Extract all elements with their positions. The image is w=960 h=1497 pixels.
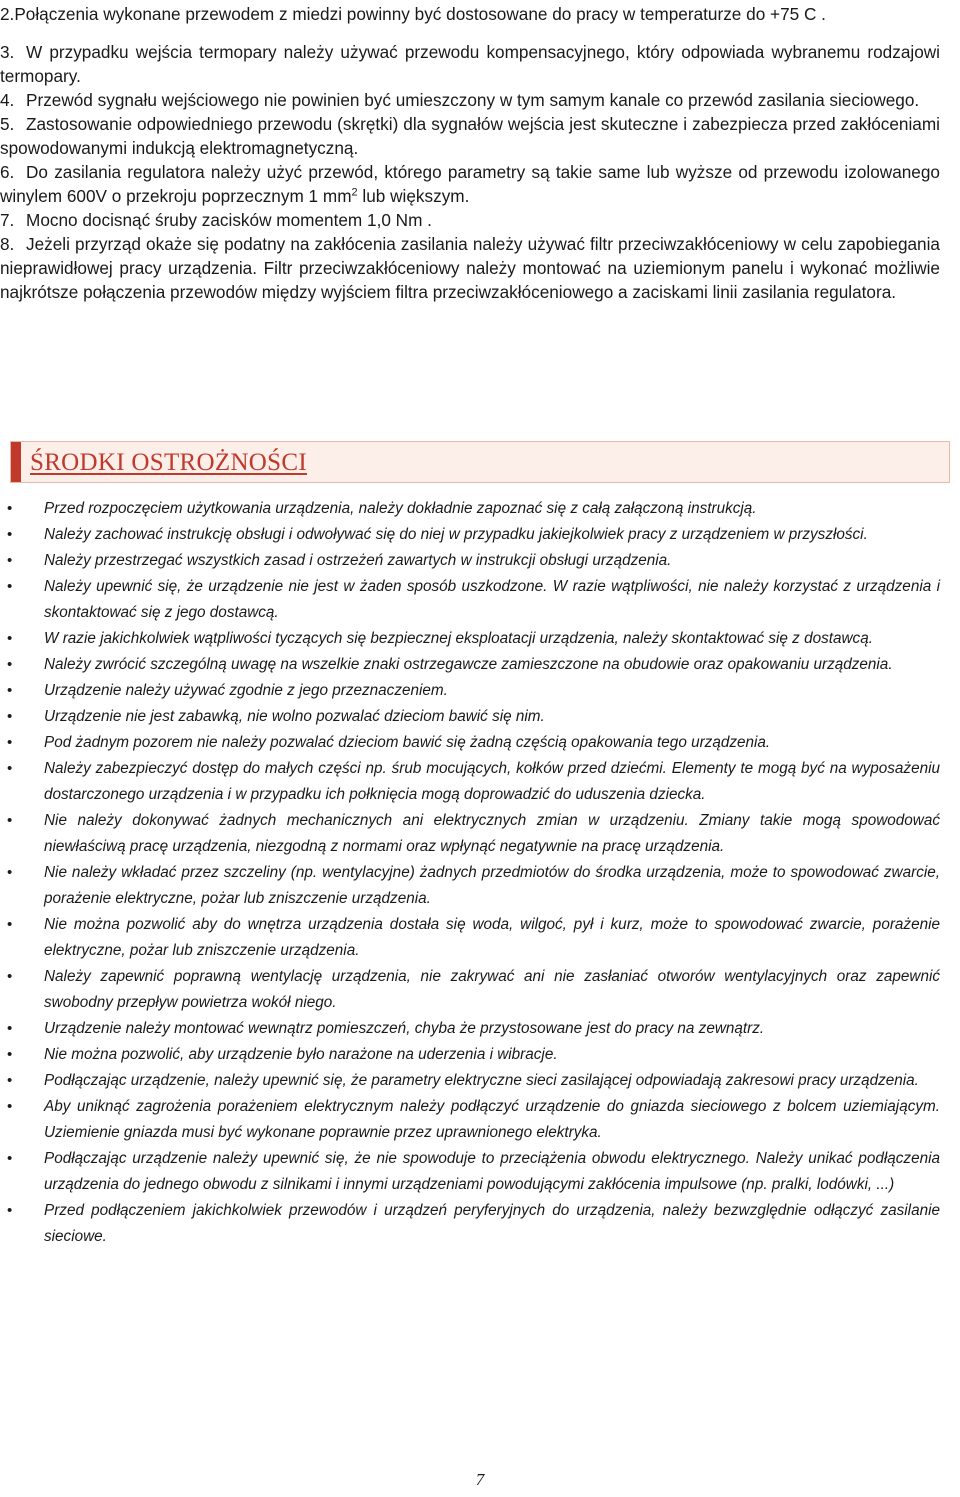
list-item: • Należy przestrzegać wszystkich zasad i ostrzeżeń zawartych w instrukcji obsługi urządzenia. xyxy=(44,548,940,574)
list-item: • Pod żadnym pozorem nie należy pozwalać dzieciom bawić się żadną częścią opakowania tego urządzenia. xyxy=(44,730,940,756)
instruction-item xyxy=(0,232,940,304)
list-item: • Urządzenie nie jest zabawką, nie wolno pozwalać dzieciom bawić się nim. xyxy=(44,704,940,730)
list-item: • W razie jakichkolwiek wątpliwości tyczących się bezpiecznej eksploatacji urządzenia, należy skontaktować się z dostawcą. xyxy=(44,626,940,652)
instruction-item xyxy=(0,112,940,160)
instruction-item xyxy=(0,2,940,26)
list-item: • Nie można pozwolić, aby urządzenie było narażone na uderzenia i wibracje. xyxy=(44,1042,940,1068)
list-item: • Przed podłączeniem jakichkolwiek przewodów i urządzeń peryferyjnych do urządzenia, należy bezwzględnie odłączyć zasilanie sieciowe. xyxy=(44,1198,940,1250)
instruction-item xyxy=(0,208,940,232)
bullet-icon: • xyxy=(7,578,13,595)
list-item: • Należy zapewnić poprawną wentylację urządzenia, nie zakrywać ani nie zasłaniać otworów wentylacyjnych oraz zapewnić swobodny przepływ powietrza wokół niego. xyxy=(44,964,940,1016)
bullet-icon: • xyxy=(7,864,13,881)
instruction-text: 4. Przewód sygnału wejściowego nie powinien być umieszczony w tym samym kanale co przewód zasilania sieciowego. xyxy=(0,90,920,110)
bullet-icon: • xyxy=(7,734,13,751)
bullet-icon: • xyxy=(7,1150,13,1167)
list-item: • Nie można pozwolić aby do wnętrza urządzenia dostała się woda, wilgoć, pył i kurz, może to spowodować zwarcie, porażenie elektryczne, pożar lub zniszczenie urządzenia. xyxy=(44,912,940,964)
list-item: • Urządzenie należy montować wewnątrz pomieszczeń, chyba że przystosowane jest do pracy na zewnątrz. xyxy=(44,1016,940,1042)
instruction-number: 6. xyxy=(0,162,15,182)
list-item: • Należy zabezpieczyć dostęp do małych części np. śrub mocujących, kołków przed dziećmi. Elementy te mogą być na wyposażeniu dostarczonego urządzenia i w przypadku ich połknięcia mogą doprowadzić do uduszenia dziecka. xyxy=(44,756,940,808)
instruction-text: 7. Mocno docisnąć śruby zacisków momentem 1,0 Nm . xyxy=(0,210,432,230)
list-item: • Nie należy dokonywać żadnych mechanicznych ani elektrycznych zmian w urządzeniu. Zmiany takie mogą spowodować niewłaściwą pracę urządzenia, niezgodną z normami oraz wpłynąć negatywnie na pracę urządzenia. xyxy=(44,808,940,860)
list-item: • Podłączając urządzenie, należy upewnić się, że parametry elektryczne sieci zasilającej odpowiadają zakresowi pracy urządzenia. xyxy=(44,1068,940,1094)
bullet-icon: • xyxy=(7,500,13,517)
instruction-text: 3. W przypadku wejścia termopary należy używać przewodu kompensacyjnego, który odpowiada wybranemu rodzajowi termopary. xyxy=(0,42,940,86)
list-item: • Nie należy wkładać przez szczeliny (np. wentylacyjne) żadnych przedmiotów do środka urządzenia, może to spowodować zwarcie, porażenie elektryczne, pożar lub zniszczenie urządzenia. xyxy=(44,860,940,912)
instruction-text: 5. Zastosowanie odpowiedniego przewodu (skrętki) dla sygnałów wejścia jest skuteczne i zabezpiecza przed zakłóceniami spowodowanymi indukcją elektromagnetyczną. xyxy=(0,114,940,158)
list-item: • Należy upewnić się, że urządzenie nie jest w żaden sposób uszkodzone. W razie wątpliwości, nie należy korzystać z urządzenia i skontaktować się z jego dostawcą. xyxy=(44,574,940,626)
section-heading: ŚRODKI OSTROŻNOŚCI xyxy=(30,449,307,476)
instruction-number: 7. xyxy=(0,210,15,230)
instruction-item xyxy=(0,40,940,88)
bullet-icon: • xyxy=(7,656,13,673)
bullet-icon: • xyxy=(7,968,13,985)
bullet-icon: • xyxy=(7,1020,13,1037)
instruction-number: 4. xyxy=(0,90,15,110)
instruction-item xyxy=(0,160,940,208)
instruction-number: 8. xyxy=(0,234,15,254)
bullet-icon: • xyxy=(7,760,13,777)
list-item: • Należy zachować instrukcję obsługi i odwoływać się do niej w przypadku jakiejkolwiek pracy z urządzeniem w przyszłości. xyxy=(44,522,940,548)
bullet-icon: • xyxy=(7,1046,13,1063)
bullet-icon: • xyxy=(7,682,13,699)
list-item: • Urządzenie należy używać zgodnie z jego przeznaczeniem. xyxy=(44,678,940,704)
bullet-icon: • xyxy=(7,1098,13,1115)
bullet-icon: • xyxy=(7,630,13,647)
instruction-number: 3. xyxy=(0,42,15,62)
numbered-instructions xyxy=(0,2,940,304)
instruction-text: 6. Do zasilania regulatora należy użyć przewód, którego parametry są takie same lub wyższe od przewodu izolowanego winylem 600V o przekroju poprzecznym 1 $mm^2$ lub większym. xyxy=(0,162,940,206)
list-item: • Należy zwrócić szczególną uwagę na wszelkie znaki ostrzegawcze zamieszczone na obudowie oraz opakowaniu urządzenia. xyxy=(44,652,940,678)
list-item: • Podłączając urządzenie należy upewnić się, że nie spowoduje to przeciążenia obwodu elektrycznego. Należy unikać podłączenia urządzenia do jednego obwodu z silnikami i innymi urządzeniami powodującymi zakłócenia impulsowe (np. pralki, lodówki, ...) xyxy=(44,1146,940,1198)
heading-accent-bar xyxy=(11,442,21,482)
bullet-icon: • xyxy=(7,1072,13,1089)
list-item: • Przed rozpoczęciem użytkowania urządzenia, należy dokładnie zapoznać się z całą załączoną instrukcją. xyxy=(44,496,940,522)
section-heading-box xyxy=(10,441,950,483)
bullet-icon: • xyxy=(7,552,13,569)
instruction-text: 8. Jeżeli przyrząd okaże się podatny na zakłócenia zasilania należy używać filtr przeciwzakłóceniowy w celu zapobiegania nieprawidłowej pracy urządzenia. Filtr przeciwzakłóceniowy należy montować na uziemionym panelu i wykonać możliwie najkrótsze połączenia przewodów między wyjściem filtra przeciwzakłóceniowego a zaciskami linii zasilania regulatora. xyxy=(0,234,940,302)
instruction-number: 5. xyxy=(0,114,15,134)
page-number: 7 xyxy=(475,1470,485,1489)
bullet-icon: • xyxy=(7,916,13,933)
instruction-item xyxy=(0,88,940,112)
bullet-icon: • xyxy=(7,526,13,543)
precautions-list xyxy=(7,496,940,1250)
list-item: • Aby uniknąć zagrożenia porażeniem elektrycznym należy podłączyć urządzenie do gniazda sieciowego z bolcem uziemiającym. Uziemienie gniazda musi być wykonane poprawnie przez uprawnionego elektryka. xyxy=(44,1094,940,1146)
bullet-icon: • xyxy=(7,708,13,725)
bullet-icon: • xyxy=(7,1202,13,1219)
bullet-icon: • xyxy=(7,812,13,829)
instruction-text: 2.Połączenia wykonane przewodem z miedzi powinny być dostosowane do pracy w temperaturze do +75 C . xyxy=(0,4,826,24)
